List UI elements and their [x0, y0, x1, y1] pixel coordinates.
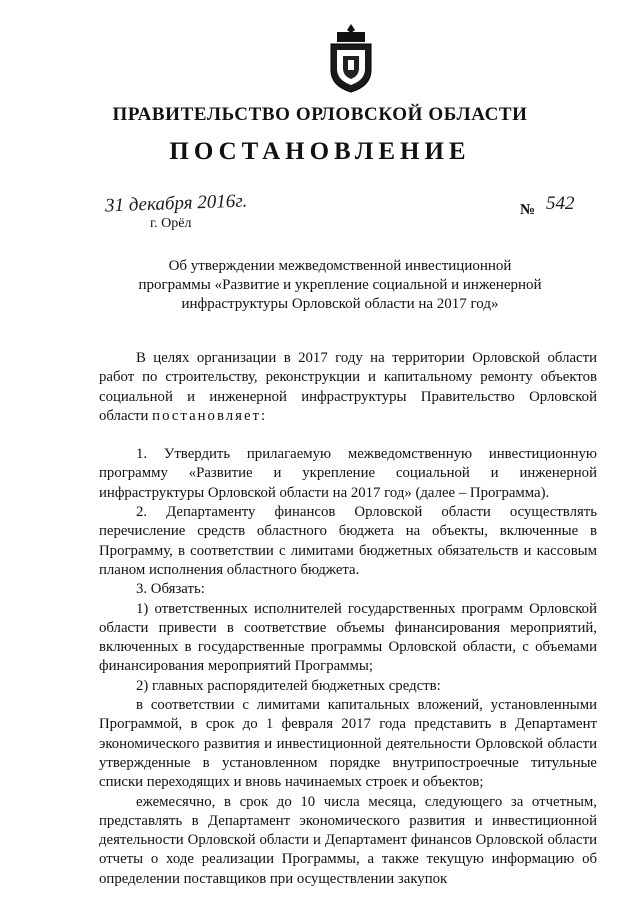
- document-number-label: №: [520, 202, 536, 218]
- document-subject: [120, 257, 560, 314]
- paragraph-3-1: 1) ответственных исполнителей государственных программ Орловской области привести в соответствие объемы финансирования мероприятий, включенных в государственные программы Орловской области, с объемами финансирования мероприятий Программы;: [99, 600, 597, 675]
- paragraph-3-2-b: ежемесячно, в срок до 10 числа месяца, следующего за отчетным, представлять в Департамент экономического развития и инвестиционной деятельности Орловской области и Департамент финансов Орловской области отчеты о ходе реализации Программы, а также текущую информацию об определении поставщиков при осуществлении закупок: [99, 793, 597, 887]
- document-number: 542: [546, 193, 575, 214]
- document-date: 31 декабря 2016г.: [104, 190, 248, 217]
- paragraph-3: 3. Обязать:: [136, 581, 205, 598]
- subject-line: Об утверждении межведомственной инвестиционной: [168, 258, 512, 274]
- paragraph-1: 1. Утвердить прилагаемую межведомственную инвестиционную программу «Развитие и укрепление социальной и инженерной инфраструктуры Орловской области на 2017 год» (далее – Программа).: [99, 446, 597, 501]
- paragraph-2: 2. Департаменту финансов Орловской области осуществлять перечисление средств областного бюджета на объекты, включенные в Программу, в соответствии с лимитами бюджетных обязательств и кассовым планом исполнения областного бюджета.: [99, 504, 597, 578]
- intro-verb: постановляет:: [152, 407, 268, 424]
- government-title: ПРАВИТЕЛЬСТВО ОРЛОВСКОЙ ОБЛАСТИ: [112, 104, 528, 125]
- subject-line: программы «Развитие и укрепление социальной и инженерной: [138, 277, 542, 293]
- coat-of-arms-icon: [325, 22, 377, 94]
- paragraph-3-2-a: в соответствии с лимитами капитальных вложений, установленными Программой, в срок до 1 февраля 2017 года представить в Департамент экономического развития и инвестиционной деятельности Орловской области утвержденные в установленном порядке внутрипостроечные титульные списки переходящих и вновь начинаемых строек и объектов;: [99, 697, 597, 791]
- paragraph-3-2: 2) главных распорядителей бюджетных средств:: [136, 677, 441, 694]
- intro-paragraph: [99, 349, 597, 426]
- document-place: г. Орёл: [150, 216, 192, 231]
- subject-line: инфраструктуры Орловской области на 2017 год»: [181, 296, 499, 312]
- document-body: [99, 349, 597, 889]
- document-type-title: ПОСТАНОВЛЕНИЕ: [169, 138, 471, 165]
- intro-text: В целях организации в 2017 году на территории Орловской области работ по строительству, реконструкции и капитальному ремонту объектов социальной и инженерной инфраструктуры Правительство Орловской области: [99, 350, 597, 424]
